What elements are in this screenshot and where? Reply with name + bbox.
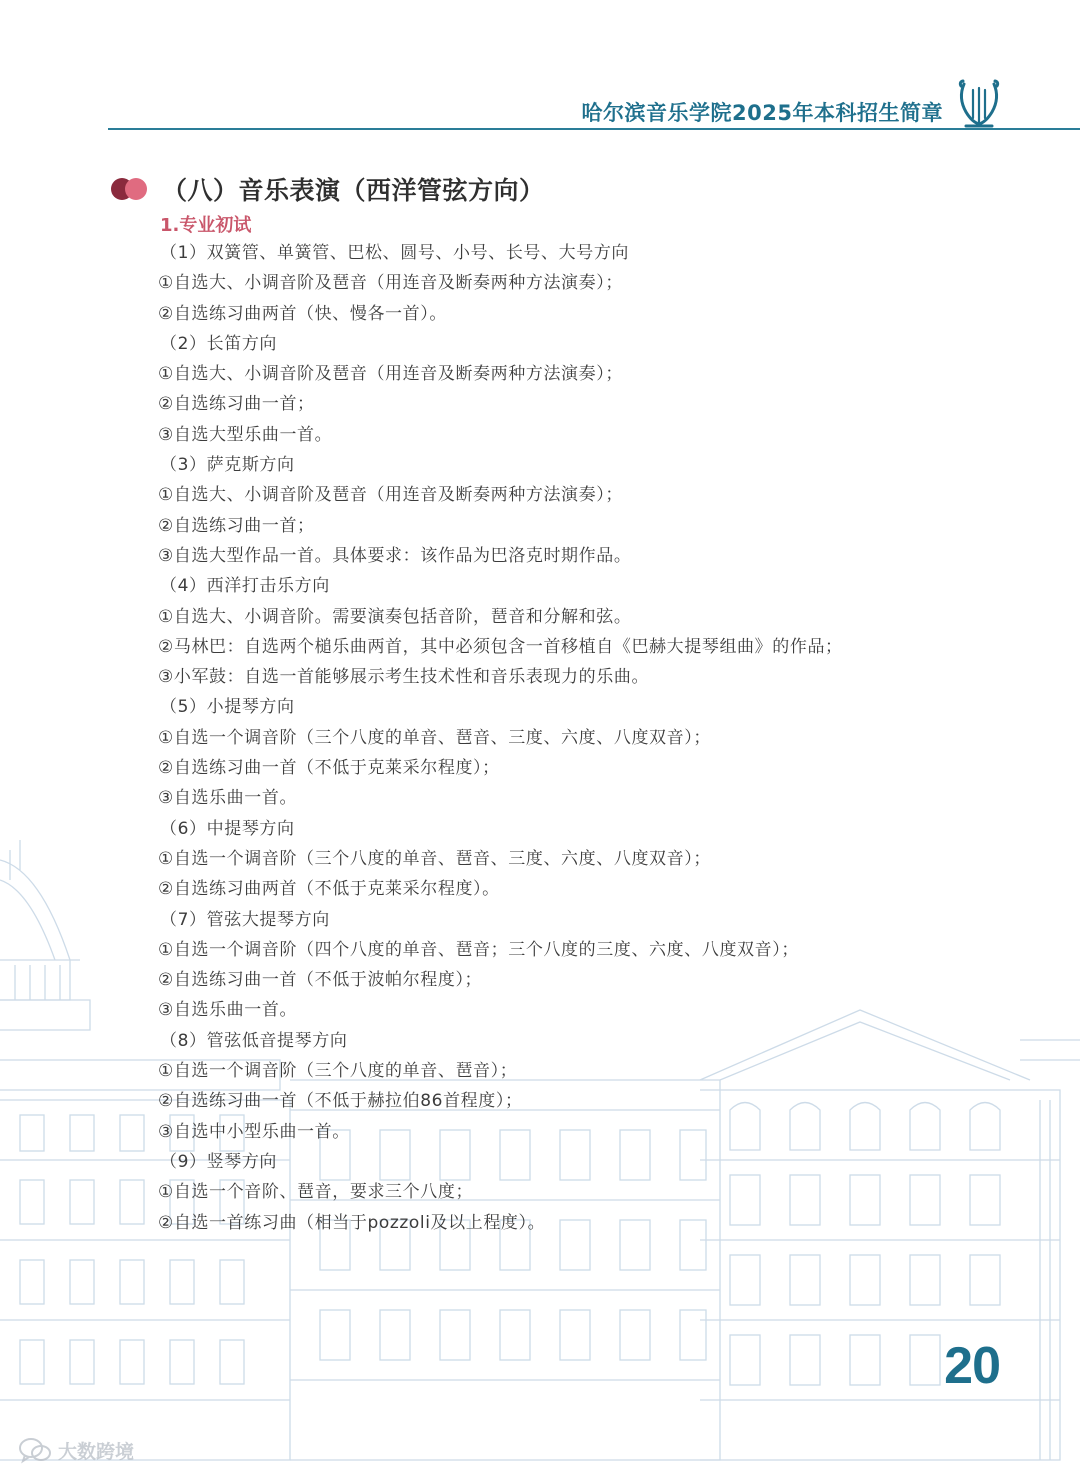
list-item: ①自选大、小调音阶及琶音（用连音及断奏两种方法演奏）； xyxy=(158,273,623,294)
subheading-line: （3）萨克斯方向 xyxy=(160,455,295,476)
list-item: ①自选大、小调音阶及琶音（用连音及断奏两种方法演奏）； xyxy=(158,364,623,385)
requirements-list xyxy=(158,238,938,1238)
list-item: ②自选练习曲一首； xyxy=(158,515,315,536)
subheading-line: （7）管弦大提琴方向 xyxy=(160,909,330,930)
list-item: ①自选一个调音阶（四个八度的单音、琶音；三个八度的三度、六度、八度双音）； xyxy=(158,939,799,960)
subheading-line: （8）管弦低音提琴方向 xyxy=(160,1030,348,1051)
list-item: ③自选中小型乐曲一首。 xyxy=(158,1121,350,1142)
watermark-text: 大数跨境 xyxy=(58,1440,135,1463)
page-number: 20 xyxy=(944,1337,1000,1395)
list-item: ②自选练习曲两首（不低于克莱采尔程度）。 xyxy=(158,879,500,900)
subheading-line: （5）小提琴方向 xyxy=(160,697,295,718)
lyre-icon xyxy=(956,78,1002,130)
list-item: ①自选一个调音阶（三个八度的单音、琶音、三度、六度、八度双音）； xyxy=(158,848,711,869)
watermark xyxy=(18,1436,134,1464)
subheading-line: （2）长笛方向 xyxy=(160,333,278,354)
section-bullet-icon xyxy=(110,177,150,201)
page-header xyxy=(0,0,1080,140)
list-item: ①自选一个调音阶（三个八度的单音、琶音）； xyxy=(158,1061,518,1082)
list-item: ①自选大、小调音阶。需要演奏包括音阶，琶音和分解和弦。 xyxy=(158,606,632,627)
list-item: ③自选乐曲一首。 xyxy=(158,788,298,809)
header-title: 哈尔滨音乐学院2025年本科招生简章 xyxy=(581,101,943,125)
list-item: ③自选乐曲一首。 xyxy=(158,1000,298,1021)
list-item: ①自选大、小调音阶及琶音（用连音及断奏两种方法演奏）； xyxy=(158,485,623,506)
subsection-title: 1.专业初试 xyxy=(160,215,252,236)
list-item: ③自选大型乐曲一首。 xyxy=(158,424,333,445)
list-item: ②自选练习曲一首； xyxy=(158,394,315,415)
list-item: ②自选练习曲两首（快、慢各一首）。 xyxy=(158,303,447,324)
list-item: ①自选一个音阶、琶音，要求三个八度； xyxy=(158,1182,474,1203)
list-item: ③自选大型作品一首。具体要求：该作品为巴洛克时期作品。 xyxy=(158,545,632,566)
list-item: ②自选一首练习曲（相当于pozzoli及以上程度）。 xyxy=(158,1212,546,1233)
subheading-line: （4）西洋打击乐方向 xyxy=(160,576,330,597)
subheading-line: （1）双簧管、单簧管、巴松、圆号、小号、长号、大号方向 xyxy=(160,243,630,263)
list-item: ③小军鼓：自选一首能够展示考生技术性和音乐表现力的乐曲。 xyxy=(158,667,650,688)
header-rule xyxy=(108,128,1080,130)
list-item: ②自选练习曲一首（不低于克莱采尔程度）； xyxy=(158,758,500,779)
list-item: ②自选练习曲一首（不低于波帕尔程度）； xyxy=(158,970,483,991)
subheading-line: （9）竖琴方向 xyxy=(160,1151,278,1172)
wechat-logo-icon xyxy=(18,1436,52,1464)
list-item: ①自选一个调音阶（三个八度的单音、琶音、三度、六度、八度双音）； xyxy=(158,727,711,748)
section-title: （八）音乐表演（西洋管弦方向） xyxy=(162,176,545,205)
list-item: ②自选练习曲一首（不低于赫拉伯86首程度）； xyxy=(158,1091,523,1112)
list-item: ②马林巴：自选两个槌乐曲两首，其中必须包含一首移植自《巴赫大提琴组曲》的作品； xyxy=(158,636,843,657)
subheading-line: （6）中提琴方向 xyxy=(160,818,295,839)
